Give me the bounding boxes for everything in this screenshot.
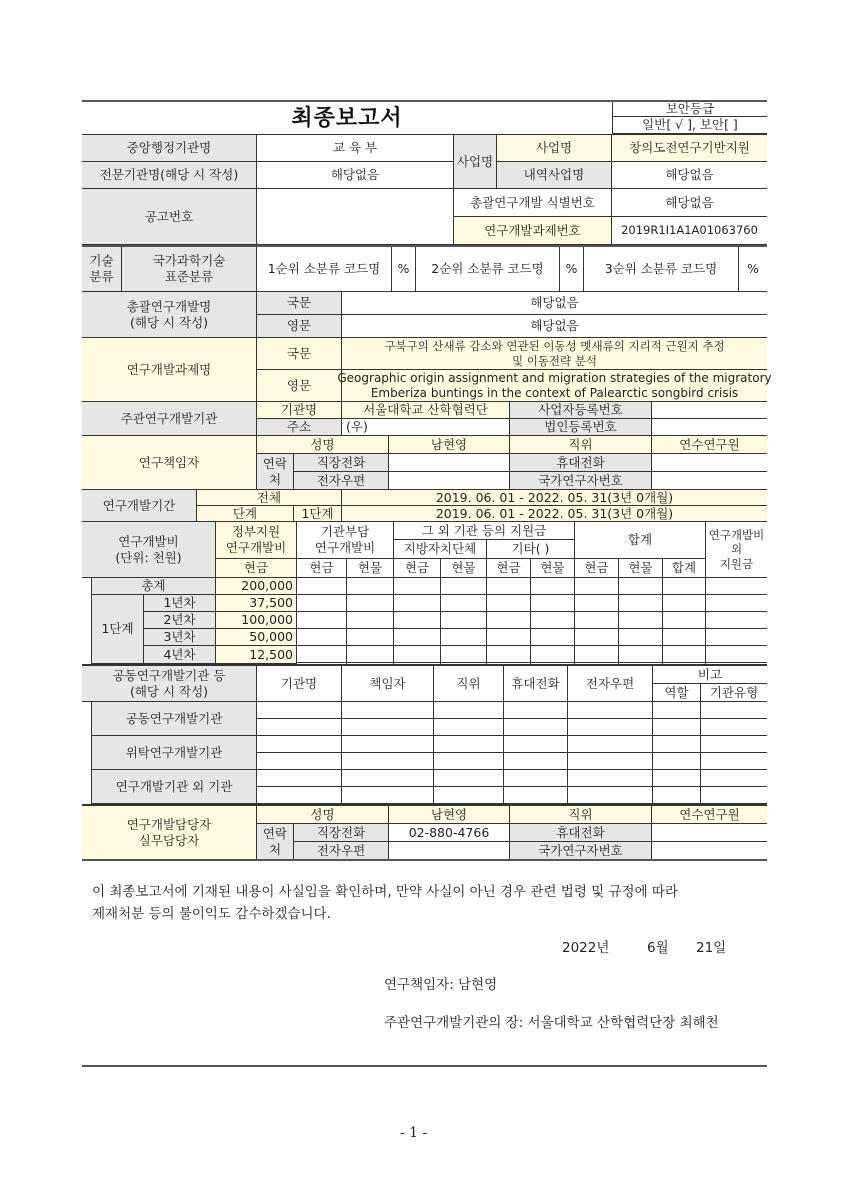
inst-budget-header-1: 기관부담	[320, 524, 370, 540]
joint-col-position: 직위	[434, 666, 504, 702]
ministry-value: 교 육 부	[257, 135, 454, 162]
joint-label-1: 공동연구개발기관 등	[112, 667, 226, 683]
non-rd-support-header-3: 지원금	[719, 556, 754, 571]
joint-label-2: (해당 시 작성)	[129, 683, 209, 699]
etc-cash-header: 현금	[487, 559, 531, 578]
contact-person-label-1: 연구개발담당자	[126, 816, 212, 832]
sign-day: 21일	[696, 940, 727, 956]
agency-value: 해당없음	[257, 162, 454, 189]
budget-year3-gov-cash: 50,000	[216, 629, 297, 646]
period-label: 연구개발기간	[82, 490, 197, 522]
project-eng-line-2: Emberiza buntings in the context of Palearctic songbird crisis	[370, 385, 739, 400]
inst-budget-header-2: 연구개발비	[314, 540, 376, 555]
pi-mobile-label: 휴대전화	[510, 454, 652, 472]
pi-label: 연구책임자	[82, 436, 257, 490]
contact-mobile-value	[652, 824, 767, 842]
project-kor-line-1: 구북구의 산새류 감소와 연관된 이동성 멧새류의 지리적 근원지 추정	[384, 339, 725, 354]
contact-researcher-no-label: 국가연구자번호	[510, 842, 652, 860]
sum-total-header: 합계	[663, 559, 706, 578]
sum-header: 합계	[575, 522, 706, 559]
declaration-line-1: 이 최종보고서에 기재된 내용이 사실임을 확인하며, 만약 사실이 아닌 경우 관련 법령 및 규정에 따라	[92, 884, 679, 900]
local-kind-header: 현물	[441, 559, 487, 578]
master-kor-label: 국문	[257, 292, 342, 315]
pi-mobile-value	[652, 454, 767, 472]
pi-position-value: 연수연구원	[652, 436, 767, 454]
corp-reg-value	[652, 419, 767, 436]
pi-office-phone-label: 직장전화	[294, 454, 389, 472]
program-group-label: 사업명	[454, 135, 497, 189]
master-id-value: 해당없음	[612, 189, 767, 217]
corp-reg-label: 법인등록번호	[510, 419, 652, 436]
head-signature: 주관연구개발기관의 장: 서울대학교 산학협력단장 최해천	[384, 1015, 719, 1031]
contact-email-label: 전자우편	[294, 842, 389, 860]
pi-office-phone-value	[389, 454, 510, 472]
subprogram-label: 내역사업명	[497, 162, 612, 189]
gov-budget-header-1: 정부지원	[231, 524, 281, 540]
contact-office-phone-label: 직장전화	[294, 824, 389, 842]
master-project-label	[82, 292, 257, 338]
budget-stage-label: 1단계	[92, 595, 144, 664]
contact-office-phone-value: 02-880-4766	[389, 824, 510, 842]
page-title: 최종보고서	[291, 105, 403, 131]
tech-class-label-1: 기술	[89, 253, 114, 269]
project-no-value: 2019R1I1A1A01063760	[612, 217, 767, 245]
footer-rule	[82, 1065, 767, 1067]
budget-year3-label: 3년차	[144, 629, 216, 646]
budget-year1-label: 1년차	[144, 595, 216, 612]
sum-kind-header: 현물	[619, 559, 663, 578]
contact-contact-label: 연락처	[257, 824, 294, 860]
pi-email-label: 전자우편	[294, 472, 389, 490]
etc-kind-header: 현물	[531, 559, 575, 578]
contact-name-label: 성명	[257, 806, 389, 824]
local-cash-header: 현금	[394, 559, 441, 578]
tech-class-label	[82, 247, 122, 292]
master-project-label-1: 총괄연구개발명	[126, 298, 212, 314]
rank1-pct: %	[392, 247, 416, 292]
pi-name-value: 남현영	[389, 436, 510, 454]
pi-signature: 연구책임자: 남현영	[384, 977, 498, 993]
gov-budget-header	[216, 522, 297, 559]
biz-reg-label: 사업자등록번호	[510, 402, 652, 419]
program-label: 사업명	[497, 135, 612, 162]
non-rd-support-header	[706, 522, 767, 578]
security-grade-label: 보안등급	[612, 102, 767, 117]
program-value: 창의도전연구기반지원	[612, 135, 767, 162]
pi-contact-label: 연락처	[257, 454, 294, 490]
period-total-label: 전체	[197, 490, 342, 506]
gov-cash-header: 현금	[216, 559, 297, 578]
joint-row-external: 연구개발기관 외 기관	[92, 770, 257, 804]
host-addr-value: (우)	[342, 419, 510, 436]
notice-value	[257, 189, 454, 245]
project-kor-line-2: 및 이동전략 분석	[511, 353, 598, 368]
budget-year4-label: 4년차	[144, 646, 216, 664]
master-eng-value: 해당없음	[342, 315, 767, 338]
budget-year1-gov-cash: 37,500	[216, 595, 297, 612]
project-title-label: 연구개발과제명	[82, 338, 257, 402]
host-addr-label: 주소	[257, 419, 342, 436]
budget-left-margin	[82, 578, 92, 664]
joint-left-margin	[82, 702, 92, 804]
period-stage-label: 단계	[197, 506, 294, 522]
national-std-class-label-2: 표준분류	[164, 269, 214, 284]
inst-budget-header	[297, 522, 394, 559]
joint-row-consigned: 위탁연구개발기관	[92, 736, 257, 770]
joint-col-remark: 비고	[653, 666, 767, 684]
budget-label-2: (단위: 천원)	[115, 549, 182, 565]
contact-mobile-label: 휴대전화	[510, 824, 652, 842]
joint-col-head: 책임자	[342, 666, 434, 702]
host-org-name-label: 기관명	[257, 402, 342, 419]
joint-row-co-research: 공동연구개발기관	[92, 702, 257, 736]
period-stage-name: 1단계	[294, 506, 342, 522]
master-eng-label: 영문	[257, 315, 342, 338]
inst-kind-header: 현물	[347, 559, 394, 578]
rank3-code: 3순위 소분류 코드명	[584, 247, 739, 292]
master-id-label: 총괄연구개발 식별번호	[454, 189, 612, 217]
budget-label	[82, 522, 216, 578]
local-gov-header: 지방자치단체	[394, 540, 487, 559]
tech-class-label-2: 분류	[89, 269, 114, 284]
rank3-pct: %	[739, 247, 767, 292]
master-kor-value: 해당없음	[342, 292, 767, 315]
host-org-name-value: 서울대학교 산학협력단	[342, 402, 510, 419]
sign-month: 6월	[647, 940, 669, 956]
budget-year2-label: 2년차	[144, 612, 216, 629]
project-eng-value	[337, 370, 772, 402]
notice-label: 공고번호	[82, 189, 257, 245]
pi-researcher-no-value	[652, 472, 767, 490]
pi-researcher-no-label: 국가연구자번호	[510, 472, 652, 490]
joint-col-role: 역할	[653, 684, 701, 702]
budget-total-row-label: 총계	[92, 578, 216, 595]
declaration-line-2: 제재처분 등의 불이익도 감수하겠습니다.	[92, 906, 331, 922]
joint-col-org-type: 기관유형	[701, 684, 767, 702]
non-rd-support-header-1: 연구개발비	[708, 527, 765, 542]
contact-person-label-2: 실무담당자	[138, 832, 200, 848]
contact-position-value: 연수연구원	[652, 806, 767, 824]
period-total-value: 2019. 06. 01 - 2022. 05. 31(3년 0개월)	[342, 490, 767, 506]
contact-person-label	[82, 806, 257, 860]
budget-row-lines	[297, 578, 767, 664]
budget-year4-gov-cash: 12,500	[216, 646, 297, 664]
security-grade-value: 일반[ √ ], 보안[ ]	[612, 117, 767, 134]
etc-header: 기타( )	[487, 540, 575, 559]
budget-label-1: 연구개발비	[118, 533, 179, 549]
national-std-class-label-1: 국가과학기술	[152, 253, 226, 269]
pi-name-label: 성명	[257, 436, 389, 454]
project-eng-line-1: Geographic origin assignment and migration strategies of the migratory	[337, 370, 772, 385]
sum-cash-header: 현금	[575, 559, 619, 578]
ministry-label: 중앙행정기관명	[82, 135, 257, 162]
contact-researcher-no-value	[652, 842, 767, 860]
contact-email-value	[389, 842, 510, 860]
other-support-header: 그 외 기관 등의 지원금	[394, 522, 575, 540]
gov-budget-header-2: 연구개발비	[225, 540, 287, 555]
sign-year: 2022년	[562, 940, 610, 956]
budget-total-gov-cash: 200,000	[216, 578, 297, 595]
project-no-label: 연구개발과제번호	[454, 217, 612, 245]
rank2-code: 2순위 소분류 코드명	[416, 247, 560, 292]
budget-year2-gov-cash: 100,000	[216, 612, 297, 629]
biz-reg-value	[652, 402, 767, 419]
joint-col-email: 전자우편	[568, 666, 653, 702]
pi-position-label: 직위	[510, 436, 652, 454]
joint-row-lines	[257, 702, 767, 804]
joint-label	[82, 666, 257, 702]
contact-position-label: 직위	[510, 806, 652, 824]
rank1-code: 1순위 소분류 코드명	[257, 247, 392, 292]
subprogram-value: 해당없음	[612, 162, 767, 189]
national-std-class-label	[122, 247, 257, 292]
period-stage-value: 2019. 06. 01 - 2022. 05. 31(3년 0개월)	[342, 506, 767, 522]
project-eng-label: 영문	[257, 370, 342, 402]
joint-col-mobile: 휴대전화	[504, 666, 568, 702]
page-number: - 1 -	[400, 1125, 428, 1141]
contact-name-value: 남현영	[389, 806, 510, 824]
host-org-label: 주관연구개발기관	[82, 402, 257, 436]
table-bottom-rule	[82, 859, 767, 861]
inst-cash-header: 현금	[297, 559, 347, 578]
pi-email-value	[389, 472, 510, 490]
master-project-label-2: (해당 시 작성)	[129, 314, 209, 330]
joint-col-org: 기관명	[257, 666, 342, 702]
rank2-pct: %	[560, 247, 584, 292]
agency-label: 전문기관명(해당 시 작성)	[82, 162, 257, 189]
project-kor-value	[342, 338, 767, 370]
non-rd-support-header-2: 외	[730, 542, 743, 557]
project-kor-label: 국문	[257, 338, 342, 370]
